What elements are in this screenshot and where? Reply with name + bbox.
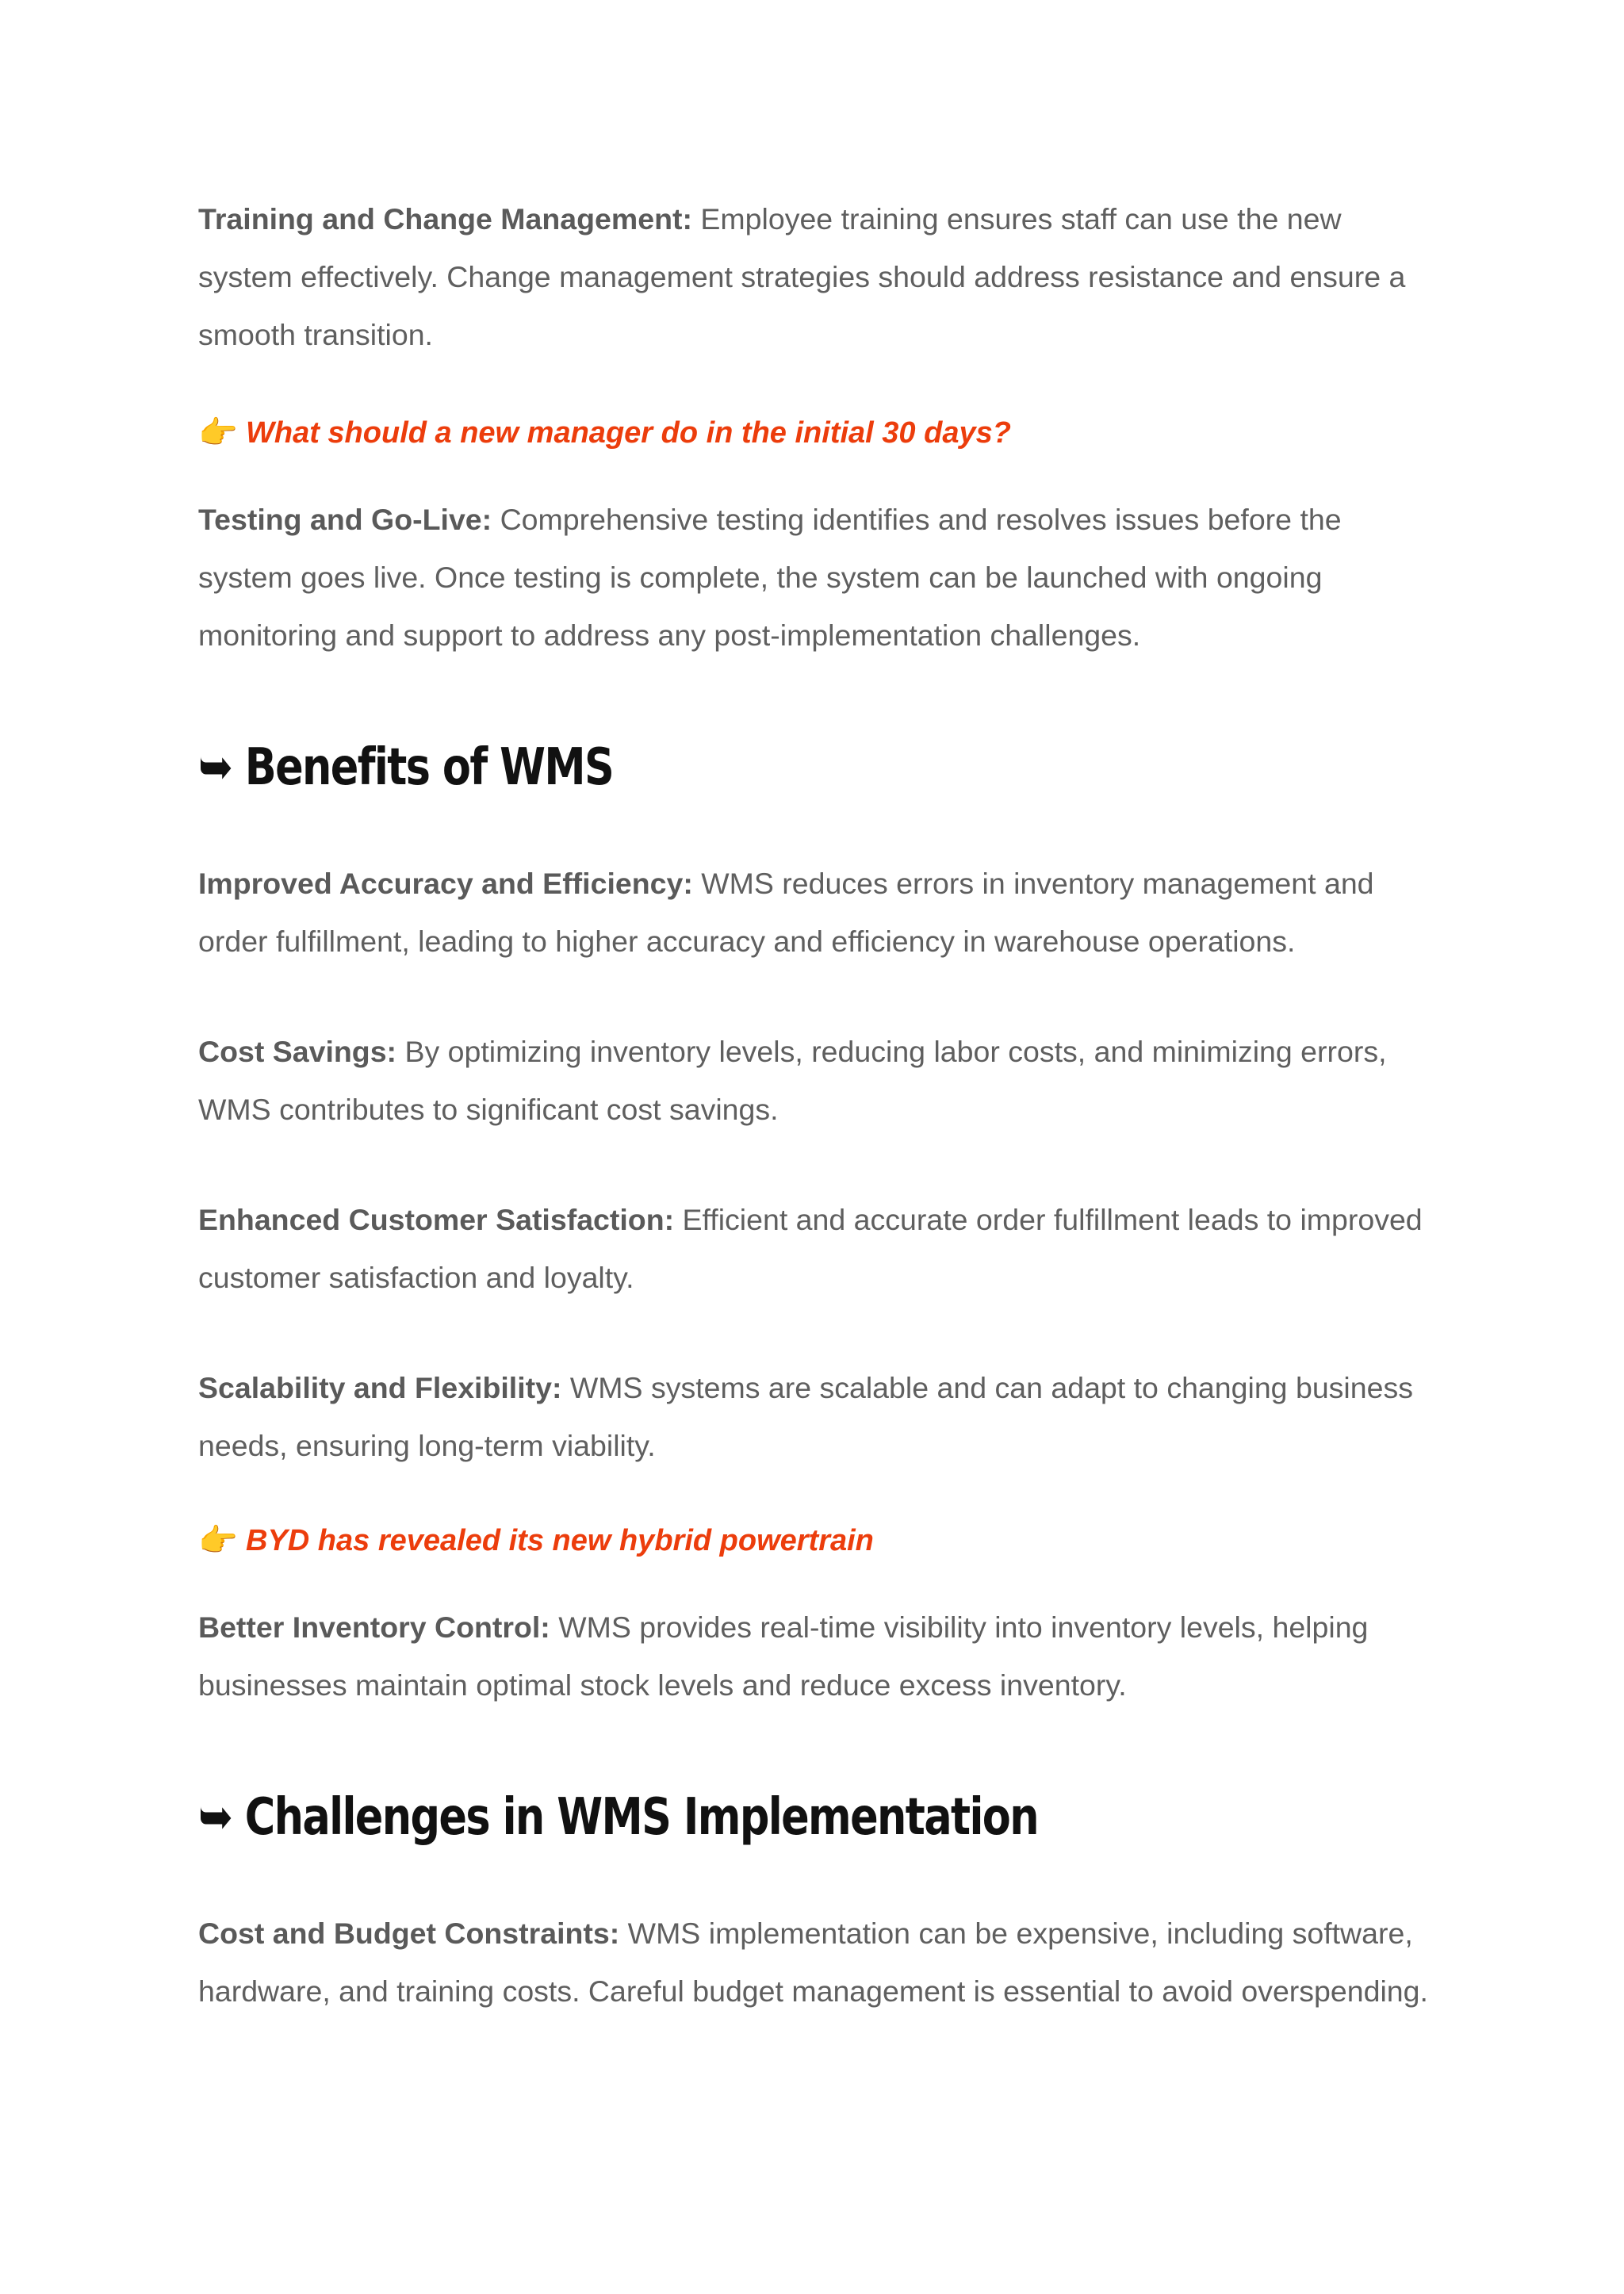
paragraph-body: WMS provides real-time visibility into inventory levels, helping businesses maintain optimal stock levels and reduce excess inventory. (198, 1610, 1369, 1702)
pointing-hand-icon: 👉 (198, 416, 238, 450)
paragraph-accuracy (198, 855, 1435, 971)
heading-text: Benefits of WMS (244, 738, 614, 797)
paragraph-inventory (198, 1599, 1435, 1714)
heading-benefits (198, 736, 1212, 799)
paragraph-lead: Scalability and Flexibility: (198, 1371, 562, 1404)
paragraph-body: By optimizing inventory levels, reducing labor costs, and minimizing errors, WMS contributes to significant cost savings. (198, 1035, 1387, 1126)
paragraph-body: WMS reduces errors in inventory management and order fulfillment, leading to higher accuracy and efficiency in warehouse operations. (198, 867, 1374, 958)
related-link-text[interactable]: BYD has revealed its new hybrid powertrain (246, 1524, 874, 1557)
paragraph-body: WMS systems are scalable and can adapt to changing business needs, ensuring long-term viability. (198, 1371, 1413, 1462)
arrow-icon: ➥ (198, 1788, 233, 1847)
heading-challenges (198, 1786, 1212, 1849)
paragraph-body: Comprehensive testing identifies and resolves issues before the system goes live. Once testing is complete, the system can be launched with ongoing monitoring and support to address any post-implementation challenges. (198, 503, 1342, 652)
paragraph-training (198, 190, 1435, 364)
paragraph-body: WMS implementation can be expensive, including software, hardware, and training costs. Careful budget management is essential to avoid overspending. (198, 1917, 1428, 2008)
paragraph-testing (198, 491, 1435, 664)
paragraph-lead: Cost and Budget Constraints: (198, 1917, 620, 1950)
paragraph-lead: Enhanced Customer Satisfaction: (198, 1203, 675, 1236)
paragraph-body: Efficient and accurate order fulfillment leads to improved customer satisfaction and loyalty. (198, 1203, 1423, 1294)
paragraph-cost-savings (198, 1023, 1435, 1139)
paragraph-lead: Cost Savings: (198, 1035, 397, 1068)
paragraph-lead: Testing and Go-Live: (198, 503, 492, 536)
paragraph-lead: Better Inventory Control: (198, 1610, 550, 1644)
related-link-new-manager[interactable] (198, 413, 1435, 453)
paragraph-body: Employee training ensures staff can use the new system effectively. Change management strategies should address resistance and ensure a smooth transition. (198, 202, 1406, 351)
paragraph-lead: Improved Accuracy and Efficiency: (198, 867, 693, 900)
article-content (198, 190, 1435, 2020)
paragraph-customer (198, 1191, 1435, 1307)
related-link-text[interactable]: What should a new manager do in the initial 30 days? (246, 416, 1011, 450)
related-link-byd[interactable] (198, 1521, 1435, 1561)
paragraph-budget (198, 1905, 1435, 2020)
pointing-hand-icon: 👉 (198, 1523, 238, 1558)
heading-text: Challenges in WMS Implementation (244, 1788, 1038, 1847)
paragraph-scalability (198, 1359, 1435, 1475)
paragraph-lead: Training and Change Management: (198, 202, 692, 236)
arrow-icon: ➥ (198, 738, 233, 797)
